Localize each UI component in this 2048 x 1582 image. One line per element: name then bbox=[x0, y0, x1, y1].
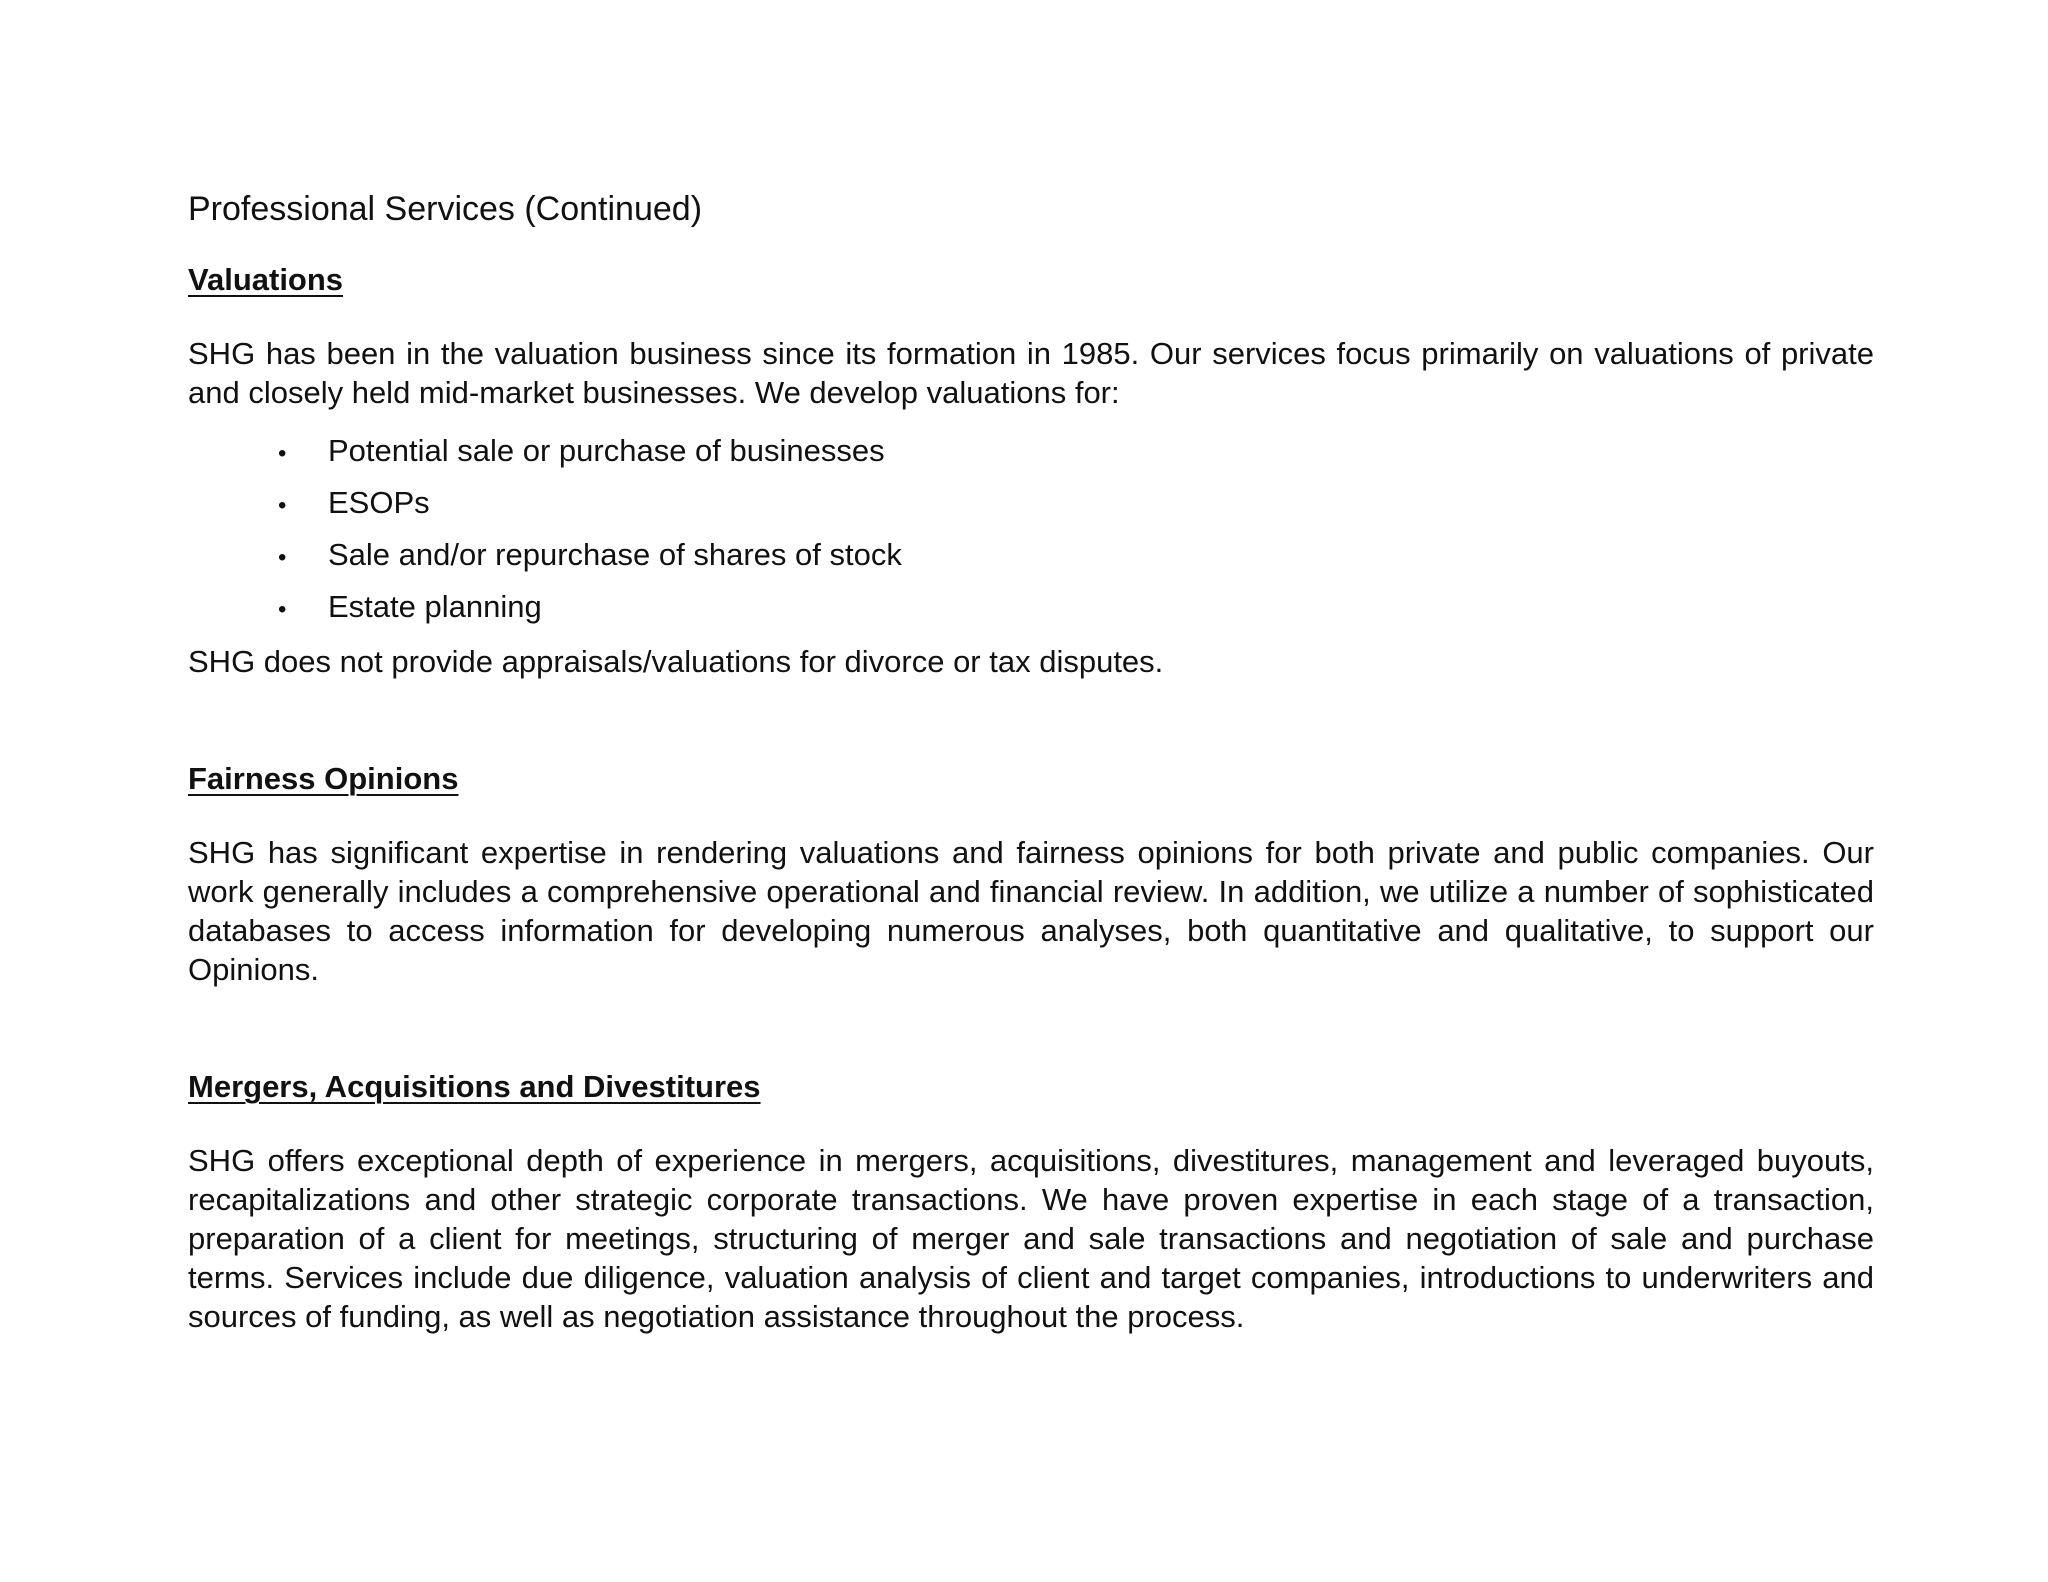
bullet-icon: • bbox=[278, 440, 287, 467]
list-item bbox=[278, 478, 1874, 530]
valuations-intro-paragraph: SHG has been in the valuation business since its formation in 1985. Our services focus primarily on valuations of private and closely held mid-market businesses. We develop valuations for: bbox=[188, 336, 1874, 410]
mergers-acquisitions-paragraph: SHG offers exceptional depth of experience in mergers, acquisitions, divestitures, management and leveraged buyouts, recapitalizations and other strategic corporate transactions. We have proven expertise in each stage of a transaction, preparation of a client for meetings, structuring of merger and sale transactions and negotiation of sale and purchase terms. Services include due diligence, valuation analysis of client and target companies, introductions to underwriters and sources of funding, as well as negotiation assistance throughout the process. bbox=[188, 1143, 1874, 1334]
section-heading-mergers-acquisitions: Mergers, Acquisitions and Divestitures bbox=[188, 1069, 761, 1104]
section-mergers-acquisitions bbox=[188, 1067, 1874, 1336]
section-spacer bbox=[188, 989, 1874, 1067]
valuations-bullet-list bbox=[188, 426, 1874, 634]
list-item-text: ESOPs bbox=[328, 485, 430, 520]
section-spacer bbox=[188, 681, 1874, 759]
section-heading-valuations: Valuations bbox=[188, 262, 344, 297]
bullet-icon: • bbox=[278, 492, 287, 519]
list-item-text: Sale and/or repurchase of shares of stock bbox=[328, 537, 902, 572]
section-heading-fairness-opinions: Fairness Opinions bbox=[188, 761, 459, 796]
section-fairness-opinions bbox=[188, 759, 1874, 989]
bullet-icon: • bbox=[278, 544, 287, 571]
document-page bbox=[188, 188, 1874, 1336]
list-item bbox=[278, 582, 1874, 634]
list-item bbox=[278, 426, 1874, 478]
list-item-text: Estate planning bbox=[328, 589, 542, 624]
valuations-closing-paragraph: SHG does not provide appraisals/valuations for divorce or tax disputes. bbox=[188, 644, 1164, 679]
section-valuations bbox=[188, 260, 1874, 681]
list-item-text: Potential sale or purchase of businesses bbox=[328, 433, 885, 468]
bullet-icon: • bbox=[278, 596, 287, 623]
list-item bbox=[278, 530, 1874, 582]
fairness-opinions-paragraph: SHG has significant expertise in rendering valuations and fairness opinions for both private and public companies. Our work generally includes a comprehensive operational and financial review. In addition, we utilize a number of sophisticated databases to access information for developing numerous analyses, both quantitative and qualitative, to support our Opinions. bbox=[188, 835, 1874, 987]
page-title: Professional Services (Continued) bbox=[188, 190, 703, 228]
